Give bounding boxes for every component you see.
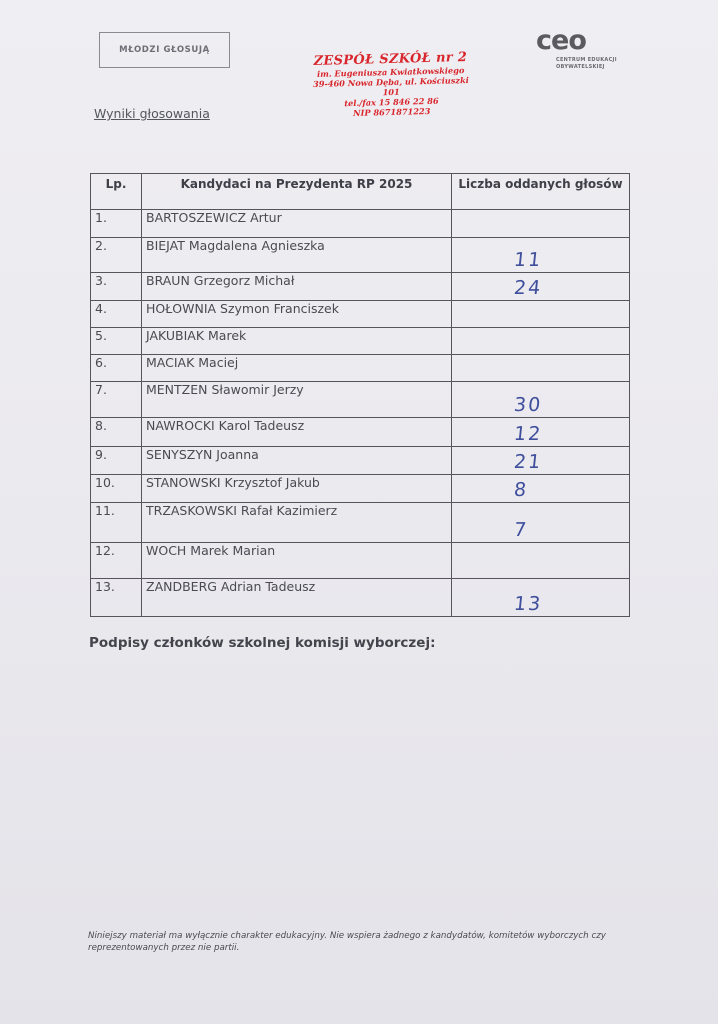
row-votes	[452, 238, 630, 273]
table-row	[91, 543, 630, 579]
handwritten-votes: 8	[512, 479, 530, 501]
table-row	[91, 355, 630, 382]
row-num: 9.	[91, 447, 142, 475]
row-candidate: WOCH Marek Marian	[142, 543, 452, 579]
row-candidate: MACIAK Maciej	[142, 355, 452, 382]
table-row	[91, 447, 630, 475]
row-num: 5.	[91, 328, 142, 355]
row-votes	[452, 301, 630, 328]
results-heading: Wyniki głosowania	[94, 106, 210, 121]
row-candidate: HOŁOWNIA Szymon Franciszek	[142, 301, 452, 328]
row-candidate: MENTZEN Sławomir Jerzy	[142, 382, 452, 418]
ceo-logo	[536, 25, 617, 70]
stamp-nip: NIP 8671871223	[352, 105, 431, 119]
row-candidate: BRAUN Grzegorz Michał	[142, 273, 452, 301]
row-votes	[452, 475, 630, 503]
handwritten-votes: 7	[512, 519, 530, 541]
stamp-address: 39-460 Nowa Dęba, ul. Kościuszki 101	[312, 74, 469, 98]
header-num: Lp.	[91, 174, 142, 210]
mlodzi-glosuja-label: MŁODZI GŁOSUJĄ	[99, 32, 230, 68]
row-votes	[452, 447, 630, 475]
table-row	[91, 273, 630, 301]
row-votes	[452, 382, 630, 418]
row-candidate: ZANDBERG Adrian Tadeusz	[142, 579, 452, 617]
row-num: 4.	[91, 301, 142, 328]
row-votes	[452, 328, 630, 355]
results-table	[90, 173, 630, 617]
handwritten-votes: 30	[512, 394, 544, 416]
handwritten-votes: 13	[512, 593, 544, 615]
header-candidates: Kandydaci na Prezydenta RP 2025	[142, 174, 452, 210]
stamp-patron: im. Eugeniusza Kwiatkowskiego	[316, 65, 465, 79]
row-candidate: STANOWSKI Krzysztof Jakub	[142, 475, 452, 503]
row-num: 8.	[91, 418, 142, 447]
row-candidate: TRZASKOWSKI Rafał Kazimierz	[142, 503, 452, 543]
row-candidate: JAKUBIAK Marek	[142, 328, 452, 355]
table-row	[91, 210, 630, 238]
stamp-school-name: ZESPÓŁ SZKÓŁ nr 2	[313, 50, 468, 70]
ceo-logo-line2: OBYWATELSKIEJ	[556, 64, 605, 70]
handwritten-votes: 11	[512, 249, 544, 271]
row-num: 1.	[91, 210, 142, 238]
ceo-logo-subtitle	[556, 57, 636, 71]
handwritten-votes: 21	[512, 451, 544, 473]
table-header-row	[91, 174, 630, 210]
row-votes	[452, 273, 630, 301]
table-row	[91, 475, 630, 503]
row-candidate: NAWROCKI Karol Tadeusz	[142, 418, 452, 447]
row-votes	[452, 543, 630, 579]
header-votes: Liczba oddanych głosów	[452, 174, 630, 210]
table-row	[91, 579, 630, 617]
school-stamp	[305, 50, 477, 119]
row-num: 6.	[91, 355, 142, 382]
row-votes	[452, 210, 630, 238]
ceo-logo-line1: CENTRUM EDUKACJI	[556, 57, 617, 63]
row-num: 13.	[91, 579, 142, 617]
ceo-logo-mark: ceo	[536, 25, 586, 56]
row-num: 2.	[91, 238, 142, 273]
handwritten-votes: 12	[512, 423, 544, 445]
row-candidate: BARTOSZEWICZ Artur	[142, 210, 452, 238]
row-votes	[452, 355, 630, 382]
row-num: 7.	[91, 382, 142, 418]
row-num: 12.	[91, 543, 142, 579]
row-num: 11.	[91, 503, 142, 543]
table-row	[91, 328, 630, 355]
row-votes	[452, 503, 630, 543]
table-row	[91, 503, 630, 543]
signatures-label: Podpisy członków szkolnej komisji wyborczej:	[89, 635, 436, 651]
row-votes	[452, 579, 630, 617]
row-num: 3.	[91, 273, 142, 301]
row-candidate: SENYSZYN Joanna	[142, 447, 452, 475]
table-row	[91, 301, 630, 328]
row-votes	[452, 418, 630, 447]
table-row	[91, 382, 630, 418]
disclaimer-text: Niniejszy materiał ma wyłącznie charakter edukacyjny. Nie wspiera żadnego z kandydatów, komitetów wyborczych czy reprezentowanych przez nie partii.	[88, 931, 606, 953]
row-candidate: BIEJAT Magdalena Agnieszka	[142, 238, 452, 273]
row-num: 10.	[91, 475, 142, 503]
handwritten-votes: 24	[512, 277, 544, 299]
table-row	[91, 238, 630, 273]
stamp-phone: tel./fax 15 846 22 86	[344, 95, 439, 109]
table-row	[91, 418, 630, 447]
